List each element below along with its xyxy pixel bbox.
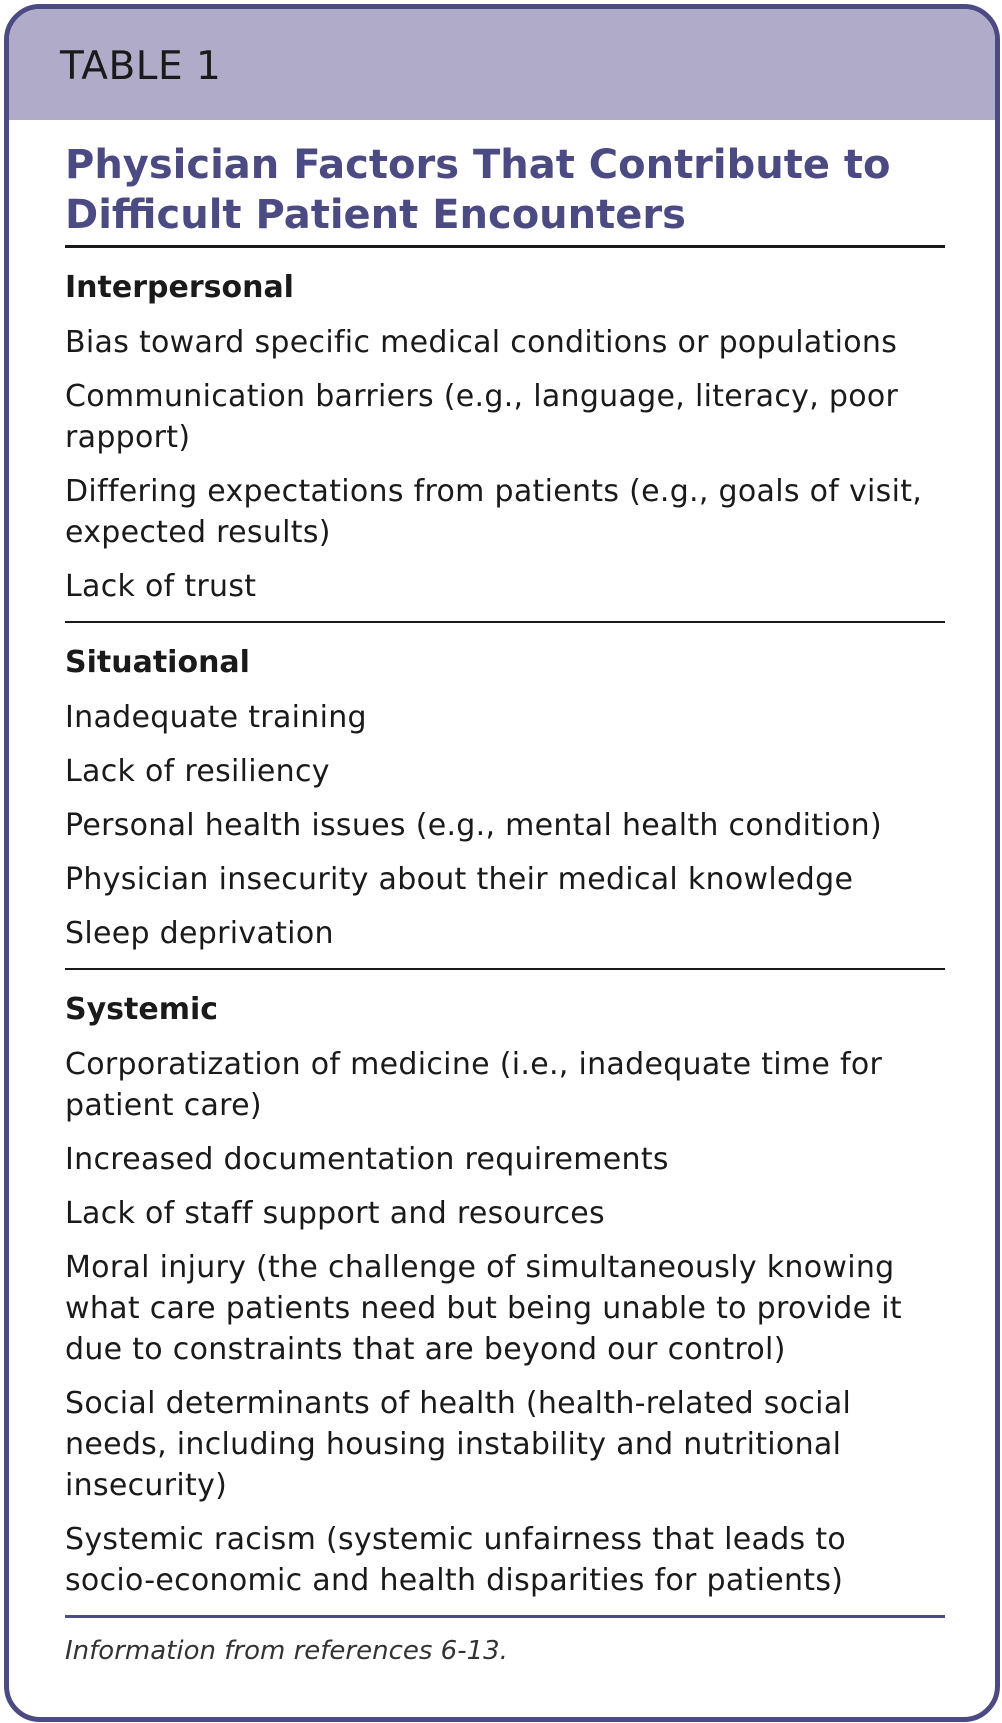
table-header (9, 9, 995, 120)
table-label: TABLE 1 (60, 44, 222, 89)
list-item: Systemic racism (systemic unfairness that leads to socio-economic and health disparities for patients) (65, 1522, 847, 1598)
section-divider (65, 621, 945, 623)
section-heading: Systemic (65, 992, 219, 1027)
list-item: Moral injury (the challenge of simultaneously knowing what care patients need but being unable to provide it due to constraints that are beyond our control) (65, 1250, 902, 1367)
list-item: Lack of trust (65, 569, 257, 604)
table-card (4, 4, 1000, 1722)
table-title: Physician Factors That Contribute to Difficult Patient Encounters (65, 142, 891, 238)
list-item: Corporatization of medicine (i.e., inadequate time for patient care) (65, 1047, 883, 1123)
section-situational (65, 643, 945, 954)
list-item: Inadequate training (65, 700, 367, 735)
list-item: Increased documentation requirements (65, 1142, 669, 1177)
table-body (65, 245, 945, 1668)
list-item: Lack of resiliency (65, 754, 330, 789)
footnote: Information from references 6-13. (65, 1636, 508, 1666)
list-item: Physician insecurity about their medical knowledge (65, 862, 854, 897)
list-item: Bias toward specific medical conditions or populations (65, 325, 898, 360)
section-interpersonal (65, 268, 945, 607)
section-heading: Interpersonal (65, 270, 294, 305)
section-heading: Situational (65, 645, 250, 680)
list-item: Lack of staff support and resources (65, 1196, 605, 1231)
title-divider (65, 245, 945, 248)
list-item: Personal health issues (e.g., mental health condition) (65, 808, 882, 843)
footer-divider (65, 1615, 945, 1618)
list-item: Communication barriers (e.g., language, literacy, poor rapport) (65, 379, 899, 455)
section-divider (65, 968, 945, 970)
list-item: Social determinants of health (health-related social needs, including housing instability and nutritional insecurity) (65, 1386, 852, 1503)
section-systemic (65, 990, 945, 1601)
list-item: Sleep deprivation (65, 916, 334, 951)
list-item: Differing expectations from patients (e.g., goals of visit, expected results) (65, 474, 923, 550)
